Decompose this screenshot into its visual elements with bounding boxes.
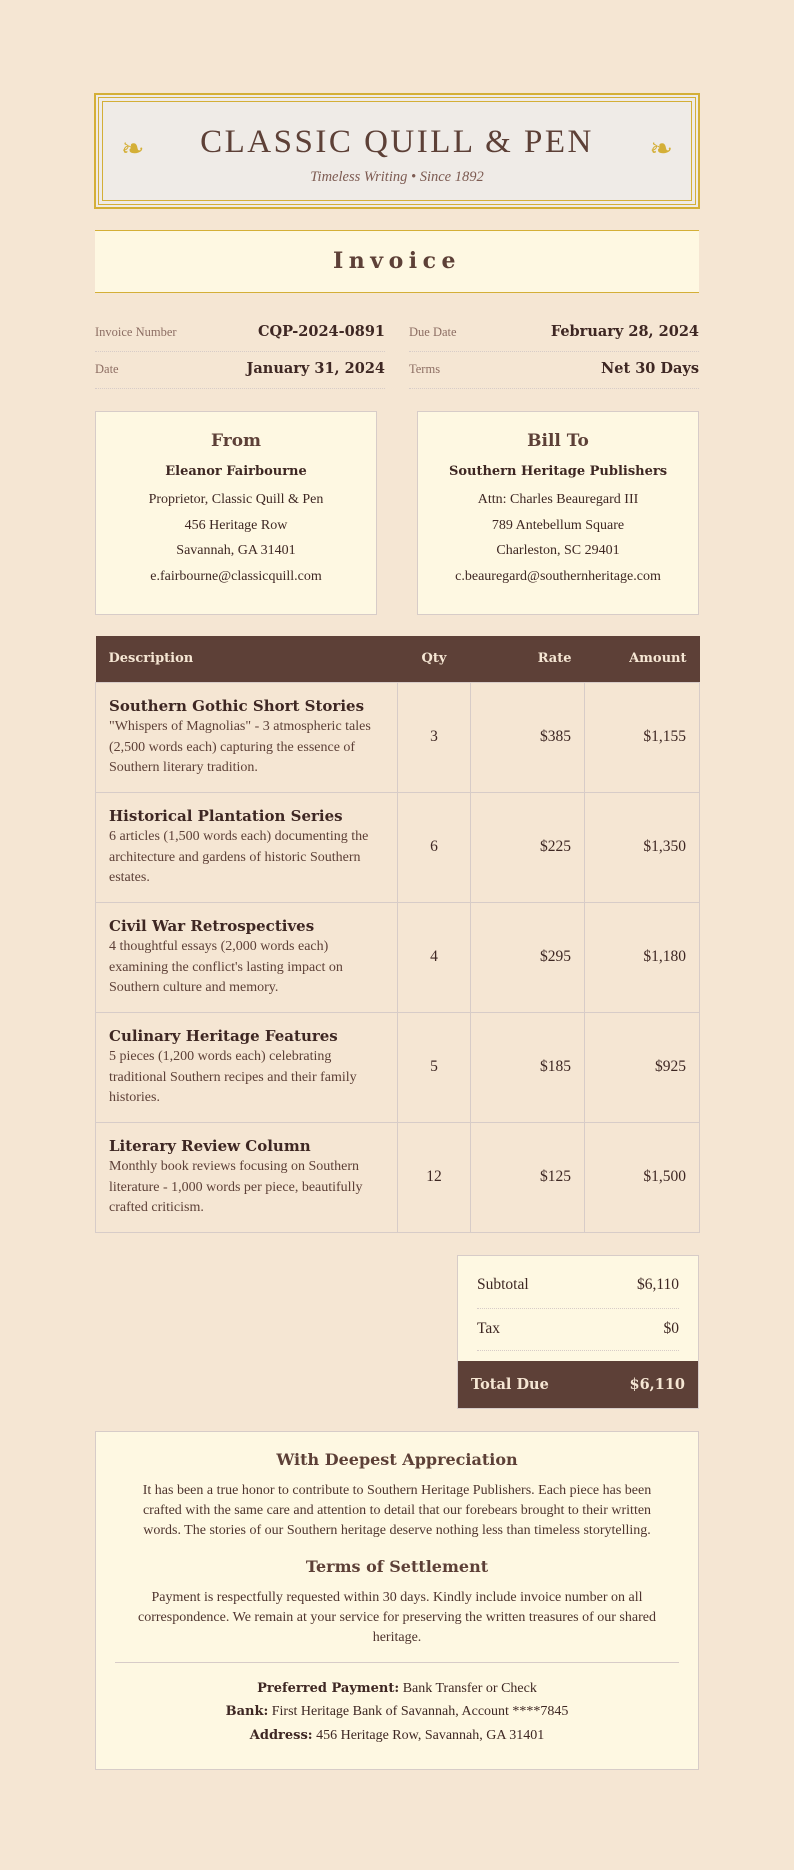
company-name: CLASSIC QUILL & PEN [200, 124, 594, 160]
due-date-label: Due Date [409, 325, 457, 339]
invoice-page [95, 94, 699, 1770]
item-title: Culinary Heritage Features [109, 1027, 338, 1046]
totals-box [457, 1255, 699, 1409]
item-rate: $295 [471, 902, 585, 1012]
address-label: Address: [249, 1727, 313, 1743]
footer-divider [115, 1662, 679, 1663]
bill-to-heading: Bill To [527, 431, 589, 451]
item-description: 6 articles (1,500 words each) documenting the architecture and gardens of historic Southern estates. [109, 829, 369, 886]
fleuron-icon-left: ❧ [121, 132, 145, 165]
table-row [96, 682, 700, 792]
header-qty: Qty [398, 636, 471, 682]
address-value: 456 Heritage Row, Savannah, GA 31401 [316, 1727, 545, 1743]
table-row [96, 792, 700, 902]
invoice-meta [95, 315, 699, 389]
bill-to-name: Southern Heritage Publishers [448, 464, 668, 479]
subtotal-label: Subtotal [477, 1275, 529, 1293]
appreciation-text: It has been a true honor to contribute to Southern Heritage Publishers. Each piece has been crafted with the same care and attention to detail that our forebears brought to their written words. The stories of our Southern heritage deserve nothing less than timeless storytelling. [142, 1482, 652, 1538]
bill-to-box [417, 411, 699, 615]
total-due-value: $6,110 [629, 1375, 685, 1393]
company-header [95, 94, 699, 208]
item-rate: $225 [471, 792, 585, 902]
item-description-cell [96, 1122, 398, 1232]
item-amount: $1,180 [585, 902, 700, 1012]
header-rate: Rate [471, 636, 585, 682]
bill-to-attn: Attn: Charles Beauregard III [477, 492, 639, 507]
terms-label: Terms [409, 362, 441, 376]
item-title: Southern Gothic Short Stories [109, 697, 365, 716]
item-title: Civil War Retrospectives [109, 917, 315, 936]
invoice-number-value: CQP-2024-0891 [257, 323, 385, 340]
date-value: January 31, 2024 [246, 360, 385, 377]
bank-label: Bank: [225, 1704, 269, 1719]
item-qty: 3 [398, 682, 471, 792]
preferred-payment-label: Preferred Payment: [257, 1680, 400, 1696]
header-inner-border [102, 101, 692, 201]
subtotal-row [477, 1276, 679, 1309]
from-box [95, 411, 377, 615]
table-row [96, 1122, 700, 1232]
terms-value: Net 30 Days [600, 360, 699, 377]
subtotal-value: $6,110 [636, 1275, 679, 1293]
item-title: Historical Plantation Series [109, 807, 343, 826]
table-header-row [96, 636, 700, 682]
item-amount: $925 [585, 1012, 700, 1122]
meta-date [95, 352, 385, 389]
item-qty: 4 [398, 902, 471, 1012]
company-tagline: Timeless Writing • Since 1892 [310, 169, 484, 185]
date-label: Date [95, 362, 119, 376]
bill-to-street: 789 Antebellum Square [491, 517, 625, 533]
bill-to-city: Charleston, SC 29401 [496, 543, 620, 558]
item-description-cell [96, 902, 398, 1012]
item-amount: $1,350 [585, 792, 700, 902]
item-description: "Whispers of Magnolias" - 3 atmospheric tales (2,500 words each) capturing the essence of Southern literary tradition. [109, 719, 371, 776]
meta-invoice-number [95, 315, 385, 352]
item-rate: $385 [471, 682, 585, 792]
settlement-heading: Terms of Settlement [305, 1556, 489, 1576]
tax-value: $0 [663, 1320, 679, 1337]
tax-label: Tax [477, 1320, 501, 1337]
due-date-value: February 28, 2024 [550, 323, 699, 340]
table-row [96, 1012, 700, 1122]
item-rate: $125 [471, 1122, 585, 1232]
item-description: 5 pieces (1,200 words each) celebrating traditional Southern recipes and their family histories. [109, 1049, 357, 1106]
parties-section [95, 411, 699, 615]
item-description: 4 thoughtful essays (2,000 words each) examining the conflict's lasting impact on Southern culture and memory. [109, 939, 343, 996]
document-title: Invoice [333, 248, 461, 274]
meta-terms [409, 352, 699, 389]
preferred-payment-line [115, 1677, 679, 1701]
from-name: Eleanor Fairbourne [165, 464, 307, 479]
total-due-row [458, 1361, 698, 1408]
appreciation-heading: With Deepest Appreciation [276, 1449, 518, 1469]
invoice-number-label: Invoice Number [95, 325, 177, 339]
item-description-cell [96, 1012, 398, 1122]
item-description: Monthly book reviews focusing on Southern literature - 1,000 words per piece, beautifully crafted criticism. [109, 1159, 363, 1216]
address-line [115, 1724, 679, 1748]
line-items-table [95, 636, 700, 1233]
header-description: Description [96, 636, 398, 682]
bank-value: First Heritage Bank of Savannah, Account ****7845 [271, 1704, 569, 1719]
meta-due-date [409, 315, 699, 352]
totals-body [458, 1256, 698, 1361]
settlement-text: Payment is respectfully requested within 30 days. Kindly include invoice number on all correspondence. We remain at your service for preserving the written treasures of our shared heritage. [138, 1589, 656, 1645]
tax-row [477, 1309, 679, 1351]
item-amount: $1,155 [585, 682, 700, 792]
total-due-label: Total Due [471, 1375, 549, 1393]
footer-notes [95, 1431, 699, 1771]
bill-to-email: c.beauregard@southernheritage.com [455, 568, 661, 584]
item-description-cell [96, 792, 398, 902]
from-email: e.fairbourne@classicquill.com [150, 568, 322, 584]
document-title-band [95, 230, 699, 293]
from-street: 456 Heritage Row [184, 517, 288, 533]
from-heading: From [210, 431, 262, 451]
item-amount: $1,500 [585, 1122, 700, 1232]
table-row [96, 902, 700, 1012]
item-title: Literary Review Column [109, 1137, 311, 1156]
preferred-payment-value: Bank Transfer or Check [402, 1680, 537, 1696]
fleuron-icon-right: ❧ [649, 132, 673, 165]
item-qty: 12 [398, 1122, 471, 1232]
header-amount: Amount [585, 636, 700, 682]
item-qty: 5 [398, 1012, 471, 1122]
item-description-cell [96, 682, 398, 792]
bank-line [115, 1700, 679, 1724]
from-city: Savannah, GA 31401 [176, 543, 296, 558]
from-title: Proprietor, Classic Quill & Pen [148, 492, 324, 507]
item-qty: 6 [398, 792, 471, 902]
item-rate: $185 [471, 1012, 585, 1122]
